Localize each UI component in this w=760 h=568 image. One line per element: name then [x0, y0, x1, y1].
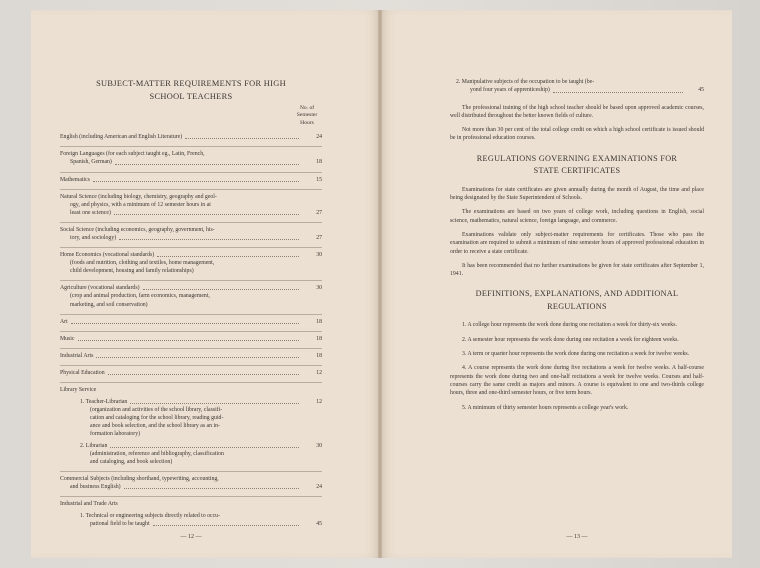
paragraph: The professional training of the high school teacher should be based upon approved academic courses, well distributed throughout the better known fields of culture.	[450, 104, 704, 119]
definition-item: 1. A college hour represents the work done during one recitation a week for thirty-six weeks.	[462, 322, 677, 329]
paragraph: It has been recommended that no further examinations be given for state certificates after September 1, 1941.	[450, 262, 704, 278]
list-item: Industrial Arts 18	[60, 348, 322, 360]
definition-item: 3. A term or quarter hour represents the work done during one recitation a week for twelve weeks.	[462, 351, 690, 358]
section-heading: REGULATIONS GOVERNING EXAMINATIONS FOR STATE CERTIFICATES	[476, 153, 678, 176]
list-item: English (including American and English Literature) 24	[60, 134, 322, 141]
definition-item: 5. A minimum of thirty semester hours represents a college year's work.	[462, 404, 629, 411]
list-item: Art 18	[60, 314, 322, 326]
page-number: — 12 —	[180, 534, 202, 540]
list-item: Agriculture (vocational standards) 30 (crop and animal production, farm economics, management, marketing, and soil conservation)	[60, 280, 322, 308]
list-item: Mathematics 15	[60, 172, 322, 184]
industrial-trade-section: Industrial and Trade Arts 1. Technical or engineering subjects directly related to occu- pational field to be taught 45	[60, 496, 322, 528]
column-header: No. of Semester Hours	[296, 105, 318, 126]
left-page-content	[60, 78, 322, 540]
paragraph: Examinations for state certificates are given annually during the month of August, the time and place being designated by the State Superintendent of Schools.	[450, 186, 704, 202]
section-heading: DEFINITIONS, EXPLANATIONS, AND ADDITIONAL REGULATIONS	[475, 289, 679, 311]
definition-item: 2. A semester hour represents the work done during one recitation a week for eighteen weeks.	[462, 336, 679, 343]
paragraph: Examinations validate only subject-matter requirements for certificates. Those who pass the examination are required to submit a minimum of nine semester hours of approved professional education in order to receive a state certificate.	[450, 231, 704, 255]
list-item: Commercial Subjects (including shorthand, typewriting, accounting, and business English) 24	[60, 471, 322, 491]
list-item: Physical Education 12	[60, 365, 322, 377]
paragraph: Not more than 30 per cent of the total college credit on which a high school certificate is issued should be in professional education courses.	[450, 127, 704, 142]
list-item: Home Economics (vocational standards) 30 (foods and nutrition, clothing and textiles, home management, child development, housing and family relationships)	[60, 247, 322, 275]
list-item: 2. Manipulative subjects of the occupation to be taught (be- yond four years of apprenticeship) 45	[456, 79, 704, 94]
list-item: Natural Science (including biology, chemistry, geography and geol- ogy, and physics, with a minimum of 12 semester hours in at least one science) 27	[60, 189, 322, 217]
right-page-content	[450, 78, 704, 540]
library-service-section: Library Service 1. Teacher-Librarian 12 (organization and activities of the school library, classifi- cation and cataloging for the school library, reading guid- ance and book selection, and the school library as an in- formation laboratory) 2. Librarian 30 (administration, reference and bibliography, classification and cataloging, and book selection)	[60, 382, 322, 466]
paragraph: The examinations are based on two years of college work, including questions in English, social science, mathematics, natural science, foreign language, and commerce.	[450, 209, 704, 224]
page-number: — 13 —	[566, 534, 588, 540]
section-heading: Library Service	[60, 387, 97, 393]
book-spine	[378, 10, 382, 558]
section-heading: Industrial and Trade Arts	[60, 501, 118, 508]
definition-item: 4. A course represents the work done during five recitations a week for twelve weeks. A half-course represents the work done during two and one-half recitations a week for twelve weeks. Courses and half-courses carry the same credit as majors and minors. A course is equivalent to one and two-thirds college hours, three and one-third semester hours, or five term hours.	[450, 365, 704, 397]
list-item: Foreign Languages (for each subject taught eg., Latin, French, Spanish, German) 18	[60, 146, 322, 166]
list-item: Music 18	[60, 331, 322, 343]
list-item: Social Science (including economics, geography, government, his- tory, and sociology) 27	[60, 222, 322, 242]
page-title: SUBJECT-MATTER REQUIREMENTS FOR HIGH SCHOOL TEACHERS	[96, 79, 286, 101]
